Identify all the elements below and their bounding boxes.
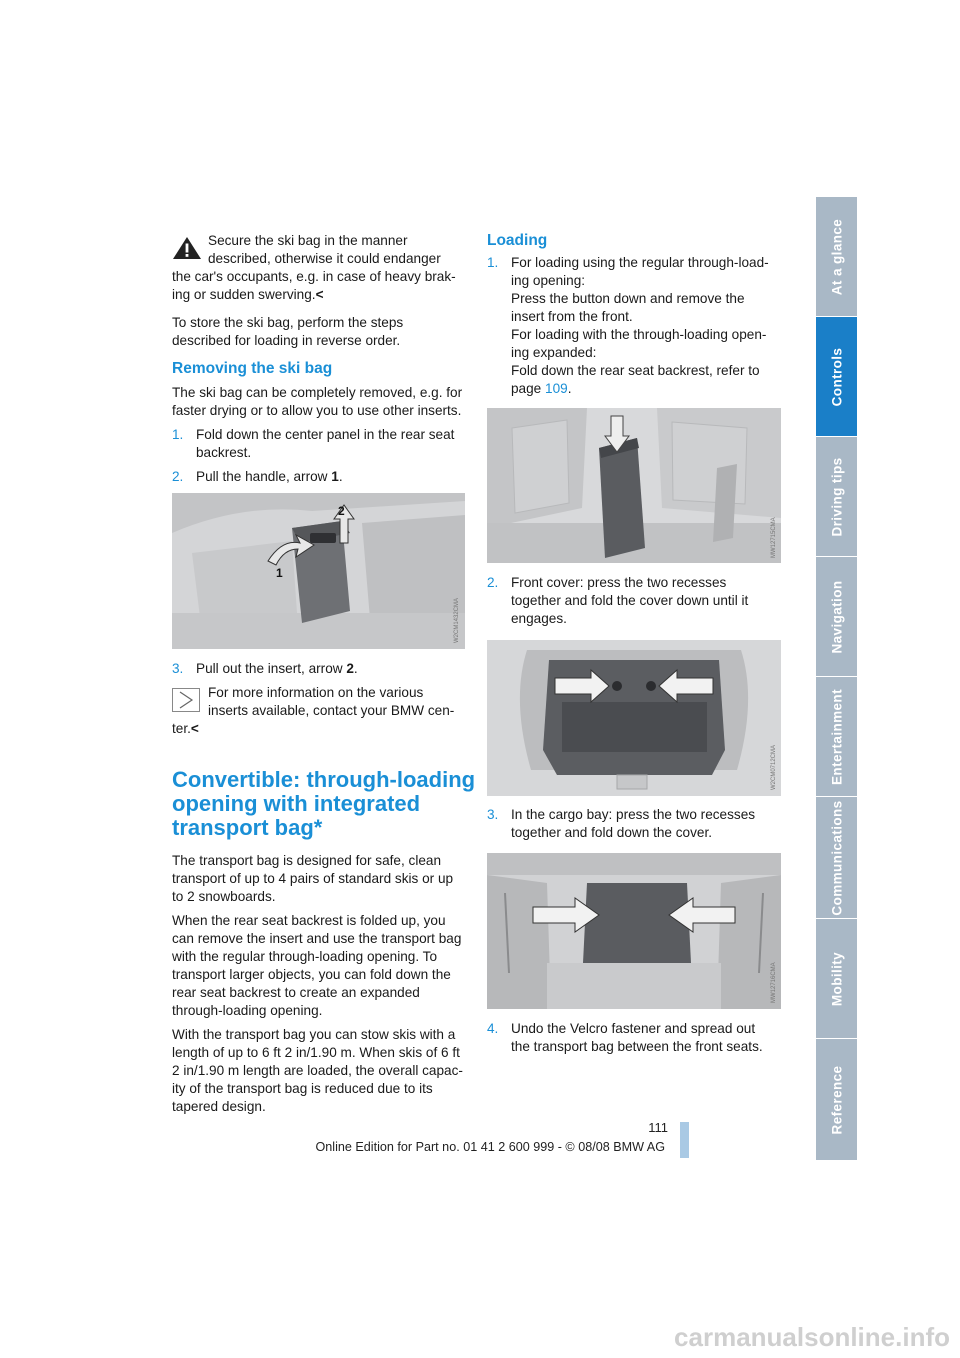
warning-end-mark: < <box>315 287 324 302</box>
warning-line-2: described, otherwise it could endanger <box>208 251 441 266</box>
convertible-p2-line-4: transport larger objects, you can fold down the <box>172 967 451 982</box>
convertible-p2-line-1: When the rear seat backrest is folded up, you <box>172 913 446 928</box>
image-1-callout-1: 1 <box>276 566 283 580</box>
page-number: 111 <box>648 1120 668 1135</box>
tab-navigation[interactable] <box>816 557 857 676</box>
ski-bag-handle-image <box>172 493 465 649</box>
loading-step-4-line-2: the transport bag between the front seats. <box>511 1039 763 1054</box>
removing-step-1-line-2: backrest. <box>196 445 252 460</box>
tab-at-a-glance[interactable] <box>816 197 857 316</box>
page-109-link[interactable]: 109 <box>545 381 568 396</box>
tab-mobility-label: Mobility <box>829 951 844 1006</box>
edition-footer: Online Edition for Part no. 01 41 2 600 999 - © 08/08 BMW AG <box>315 1140 665 1154</box>
tab-entertainment-label: Entertainment <box>829 688 844 785</box>
loading-step-3-line-1: In the cargo bay: press the two recesses <box>511 807 756 822</box>
convertible-p3-line-1: With the transport bag you can stow skis with a <box>172 1027 456 1042</box>
note-line-3-text: ter. <box>172 721 191 736</box>
loading-step-2-line-1: Front cover: press the two recesses <box>511 575 727 590</box>
note-line-1: For more information on the various <box>208 685 424 700</box>
removing-step-2-arrow-number: 1 <box>331 469 339 484</box>
warning-line-4-text: ing or sudden swerving. <box>172 287 316 302</box>
loading-step-4-number: 4. <box>487 1021 499 1036</box>
warning-line-3: the car's occupants, e.g. in case of heavy brak- <box>172 269 456 284</box>
watermark: carmanualsonline.info <box>674 1322 950 1352</box>
tab-entertainment[interactable] <box>816 677 857 796</box>
loading-step-3-number: 3. <box>487 807 499 822</box>
removing-step-3-label: Pull out the insert, arrow <box>196 661 343 676</box>
tab-driving-tips[interactable] <box>816 437 857 556</box>
warning-icon <box>172 236 202 260</box>
removing-step-2-label: Pull the handle, arrow <box>196 469 328 484</box>
convertible-p3-line-2: length of up to 6 ft 2 in/1.90 m. When skis of 6 ft <box>172 1045 460 1060</box>
loading-step-1-line-4: insert from the front. <box>511 309 633 324</box>
convertible-heading-line-2: opening with integrated <box>172 791 421 816</box>
removing-step-2-text: Pull the handle, arrow 1. <box>196 469 343 484</box>
image-4-code: MW12716CMA <box>771 962 777 1003</box>
warning-line-1: Secure the ski bag in the manner <box>208 233 408 248</box>
convertible-p1-line-2: transport of up to 4 pairs of standard skis or up <box>172 871 454 886</box>
loading-step-3-line-2: together and fold down the cover. <box>511 825 713 840</box>
loading-step-1-line-2: ing opening: <box>511 273 586 288</box>
removing-intro-line-1: The ski bag can be completely removed, e.g. for <box>172 385 463 400</box>
tab-at-a-glance-label: At a glance <box>829 218 844 295</box>
note-line-2: inserts available, contact your BMW cen- <box>208 703 455 718</box>
warning-line-4 <box>172 286 324 304</box>
convertible-heading-line-3: transport bag* <box>172 815 323 840</box>
cargo-bay-cover-image <box>487 853 781 1009</box>
convertible-p3-line-5: tapered design. <box>172 1099 266 1114</box>
loading-step-1-line-7: Fold down the rear seat backrest, refer to <box>511 363 760 378</box>
note-line-3 <box>172 720 199 738</box>
store-text-line-1: To store the ski bag, perform the steps <box>172 315 404 330</box>
tab-reference-label: Reference <box>829 1065 844 1134</box>
image-2-code: MW12715CMA <box>771 517 777 558</box>
convertible-p1-line-1: The transport bag is designed for safe, clean <box>172 853 442 868</box>
convertible-p2-line-2: can remove the insert and use the transport bag <box>172 931 462 946</box>
convertible-p2-line-6: through-loading opening. <box>172 1003 323 1018</box>
loading-step-1-line-1: For loading using the regular through-load- <box>511 255 769 270</box>
loading-step-2-number: 2. <box>487 575 499 590</box>
loading-step-1-line-5: For loading with the through-loading open- <box>511 327 767 342</box>
loading-step-1-number: 1. <box>487 255 499 270</box>
image-3-code: W2CM0712CMA <box>771 744 777 790</box>
tab-communications[interactable] <box>816 797 857 918</box>
convertible-p3-line-4: ity of the transport bag is reduced due to its <box>172 1081 433 1096</box>
tab-navigation-label: Navigation <box>829 579 844 654</box>
page-marker-bar <box>680 1122 689 1158</box>
removing-step-3-text: Pull out the insert, arrow 2. <box>196 661 358 676</box>
loading-heading: Loading <box>487 232 548 249</box>
tab-mobility[interactable] <box>816 919 857 1038</box>
removing-step-1-line-1: Fold down the center panel in the rear seat <box>196 427 455 442</box>
tab-driving-tips-label: Driving tips <box>829 456 844 537</box>
tab-communications-label: Communications <box>829 799 844 916</box>
rear-seat-through-loading-image <box>487 408 781 563</box>
image-1-callout-2: 2 <box>338 504 345 518</box>
image-1-code: W2CM1432CMA <box>454 597 460 643</box>
convertible-p1-line-3: to 2 snowboards. <box>172 889 276 904</box>
convertible-p3-line-3: 2 in/1.90 m length are loaded, the overall capac- <box>172 1063 463 1078</box>
convertible-p2-line-3: with the regular through-loading opening. To <box>172 949 438 964</box>
loading-step-2-line-2: together and fold the cover down until it <box>511 593 749 608</box>
loading-step-1-line-6: ing expanded: <box>511 345 597 360</box>
store-text-line-2: described for loading in reverse order. <box>172 333 401 348</box>
loading-step-2-line-3: engages. <box>511 611 567 626</box>
removing-heading: Removing the ski bag <box>172 360 333 377</box>
note-end-mark: < <box>190 721 199 736</box>
front-cover-image <box>487 640 781 796</box>
loading-step-1-line-3: Press the button down and remove the <box>511 291 745 306</box>
removing-intro-line-2: faster drying or to allow you to use other inserts. <box>172 403 462 418</box>
removing-step-3-arrow-number: 2 <box>346 661 354 676</box>
note-icon <box>172 688 200 712</box>
convertible-p2-line-5: rear seat backrest to create an expanded <box>172 985 420 1000</box>
loading-step-1-line-8: page 109. <box>511 381 572 396</box>
tab-controls[interactable] <box>816 317 857 436</box>
page-prefix: page <box>511 381 542 396</box>
tab-controls-label: Controls <box>829 347 844 406</box>
loading-step-4-line-1: Undo the Velcro fastener and spread out <box>511 1021 756 1036</box>
removing-step-2-number: 2. <box>172 469 184 484</box>
removing-step-3-number: 3. <box>172 661 184 676</box>
tab-reference[interactable] <box>816 1039 857 1160</box>
convertible-heading-line-1: Convertible: through-loading <box>172 767 476 792</box>
removing-step-1-number: 1. <box>172 427 184 442</box>
